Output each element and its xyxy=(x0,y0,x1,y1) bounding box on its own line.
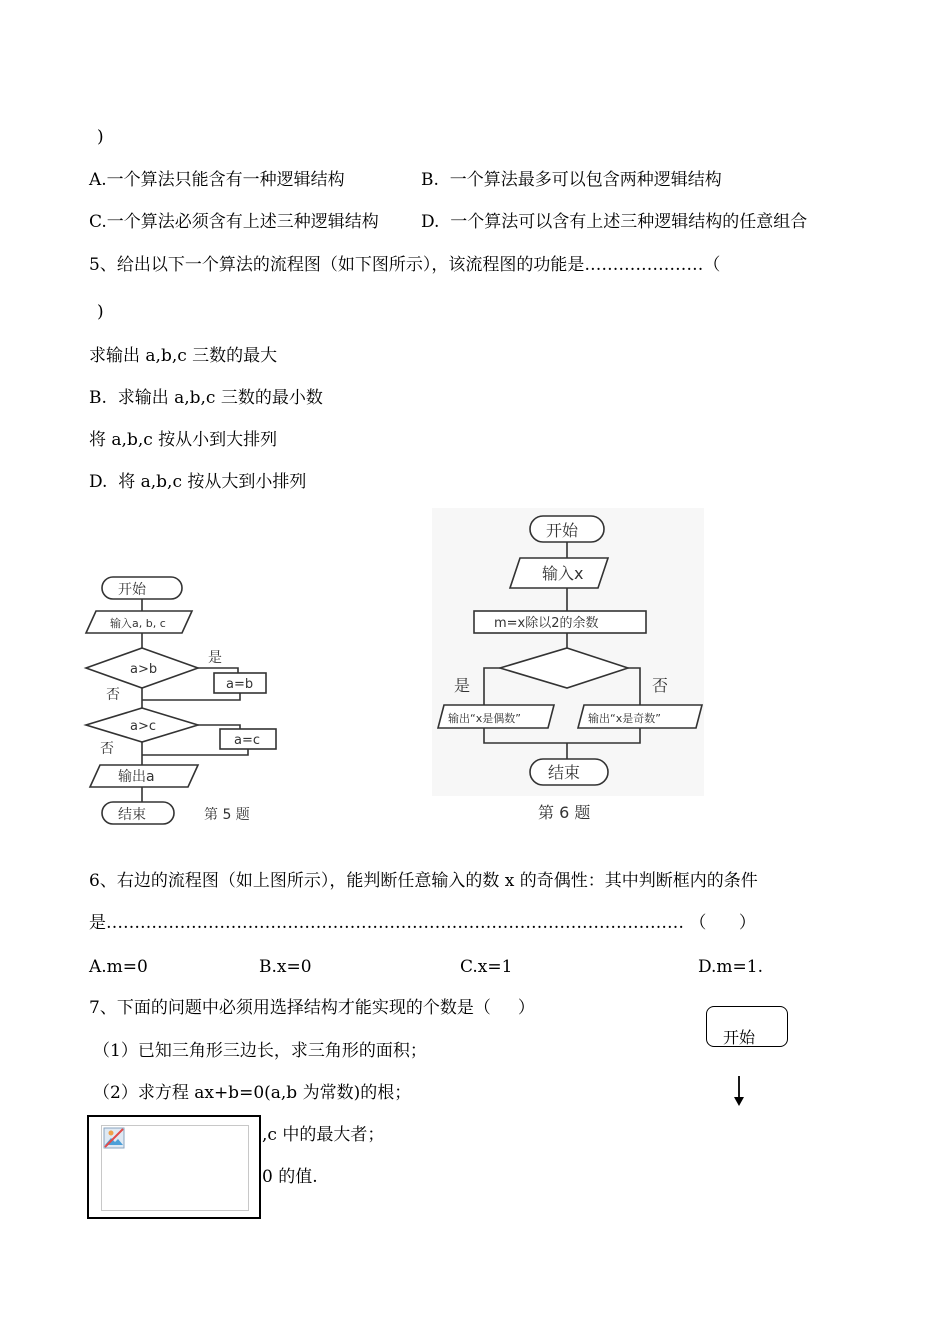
q4-paren-close: ) xyxy=(97,127,104,147)
q7-item-4-tail: 0 的值. xyxy=(262,1167,318,1187)
q7-item-3-tail: ,c 中的最大者； xyxy=(262,1125,385,1145)
q4-option-a: A.一个算法只能含有一种逻辑结构 xyxy=(89,170,345,190)
q6-stem-line2: 是………………………………………………………………………………………… （ ） xyxy=(89,913,756,933)
q6-option-c: C.x=1 xyxy=(460,957,513,977)
q5-option-d: D. 将 a,b,c 按从大到小排列 xyxy=(89,472,307,492)
broken-image-frame xyxy=(87,1115,261,1219)
q7-item-1: （1）已知三角形三边长，求三角形的面积； xyxy=(93,1041,427,1061)
fig5-start-text: 开始 xyxy=(118,582,146,598)
fig6-start-text: 开始 xyxy=(546,521,579,540)
q7-item-2: （2）求方程 ax+b=0(a,b 为常数)的根； xyxy=(93,1083,412,1103)
fig6-caption: 第 6 题 xyxy=(538,803,591,822)
fig5-no1-text: 否 xyxy=(106,687,120,703)
q6-option-b: B.x=0 xyxy=(259,957,312,977)
fig6-out-yes-text: 输出“x是偶数” xyxy=(448,712,521,725)
q7-start-label: 开始 xyxy=(723,1028,756,1047)
flowchart-figure-6 xyxy=(432,508,712,830)
q4-option-d: D. 一个算法可以含有上述三种逻辑结构的任意组合 xyxy=(421,212,808,232)
q7-stem: 7、下面的问题中必须用选择结构才能实现的个数是（ ） xyxy=(89,998,535,1018)
fig5-no2-text: 否 xyxy=(100,741,114,757)
q5-option-a: 求输出 a,b,c 三数的最大 xyxy=(89,346,278,366)
q5-option-b: B. 求输出 a,b,c 三数的最小数 xyxy=(89,388,323,408)
fig5-cond2-text: a>c xyxy=(130,719,157,734)
q6-option-d: D.m=1. xyxy=(698,957,764,977)
fig6-out-no-text: 输出“x是奇数” xyxy=(588,712,661,725)
fig6-process-text: m=x除以2的余数 xyxy=(494,616,599,631)
fig5-input-text: 输入a, b, c xyxy=(110,617,166,630)
fig5-assign1-text: a=b xyxy=(226,677,254,692)
q5-option-c: 将 a,b,c 按从小到大排列 xyxy=(89,430,278,450)
fig5-caption: 第 5 题 xyxy=(204,807,250,823)
down-arrow-icon xyxy=(732,1075,746,1107)
q6-option-a: A.m=0 xyxy=(89,957,148,977)
q5-paren-close: ) xyxy=(97,302,104,322)
q7-start-box xyxy=(706,1006,788,1047)
q4-option-c: C.一个算法必须含有上述三种逻辑结构 xyxy=(89,212,379,232)
flowchart-figure-5 xyxy=(80,565,300,835)
fig5-assign2-text: a=c xyxy=(234,733,261,748)
fig5-output-text: 输出a xyxy=(118,769,155,785)
broken-image-icon xyxy=(103,1127,125,1149)
broken-image-inner xyxy=(101,1125,249,1211)
fig6-yes-text: 是 xyxy=(454,676,471,695)
fig6-input-text: 输入x xyxy=(542,564,584,583)
fig5-yes1-text: 是 xyxy=(208,650,222,666)
fig6-end-text: 结束 xyxy=(548,763,581,782)
q4-option-b: B. 一个算法最多可以包含两种逻辑结构 xyxy=(421,170,722,190)
fig5-cond1-text: a>b xyxy=(130,662,158,677)
fig6-no-text: 否 xyxy=(652,676,669,695)
q6-stem-line1: 6、右边的流程图（如上图所示），能判断任意输入的数 x 的奇偶性：其中判断框内的条件 xyxy=(89,871,758,891)
fig5-end-text: 结束 xyxy=(118,807,146,823)
q5-stem: 5、给出以下一个算法的流程图（如下图所示），该流程图的功能是…………………（ xyxy=(89,255,721,275)
